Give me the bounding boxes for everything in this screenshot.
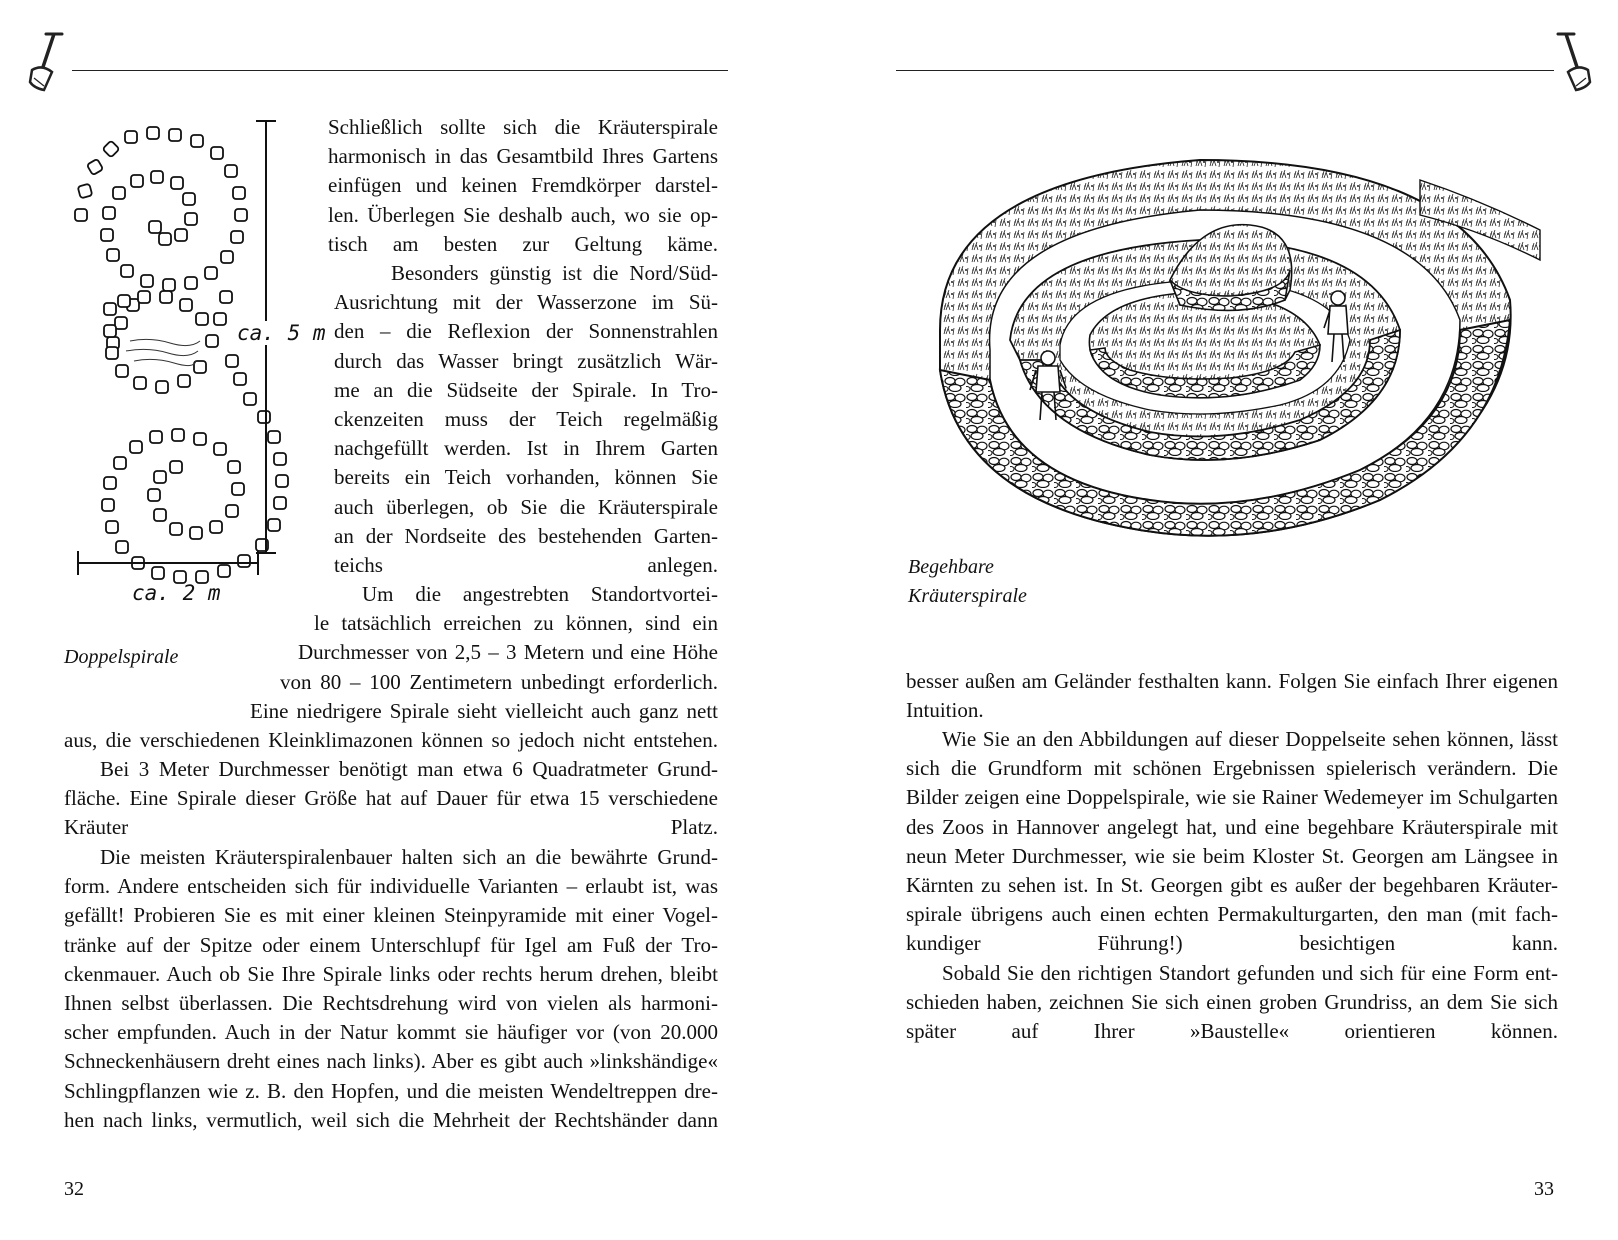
text-line: Kärnten zu sehen ist. In St. Georgen gibt es außer der begehbaren Kräuter- <box>906 872 1558 897</box>
double-spiral-figure <box>60 115 330 610</box>
paragraph-3-right <box>906 959 1558 1047</box>
text-line: hen nach links, vermutlich, weil sich die Mehrheit der Rechtshänder dann <box>64 1107 718 1132</box>
text-line: scher empfunden. Auch in der Natur kommt sie häufiger vor (von 20.000 <box>64 1020 718 1045</box>
text-line: später auf Ihrer »Baustelle« orientieren können. <box>906 1019 1558 1044</box>
text-line: Wie Sie an den Abbildungen auf dieser Doppelseite sehen können, lässt <box>942 727 1558 751</box>
page-number-left: 32 <box>64 1178 84 1200</box>
text-line: Sobald Sie den richtigen Standort gefunden und sich für eine Form ent- <box>942 961 1558 985</box>
text-line: ckenzeiten muss der Teich regelmäßig <box>334 406 718 431</box>
text-line: Besonders günstig ist die Nord/Süd- <box>391 261 718 285</box>
caption-line: Begehbare <box>908 556 994 578</box>
text-line: Ausrichtung mit der Wasserzone im Sü- <box>334 290 718 315</box>
text-line: einfügen und keinen Fremdkörper darstel- <box>328 173 718 198</box>
text-line: sich die Grundform mit schönen Ergebnissen spielerisch verändern. Die <box>906 756 1558 781</box>
caption-line: Kräuterspirale <box>908 585 1027 607</box>
text-line: Bilder zeigen eine Doppelspirale, wie sie Rainer Wedemeyer im Schulgarten <box>906 785 1558 810</box>
text-line: kundiger Führung!) besichtigen kann. <box>906 931 1558 956</box>
dimension-width-label: ca. 2 m <box>132 581 221 605</box>
text-line: besser außen am Geländer festhalten kann. Folgen Sie einfach Ihrer eigenen <box>906 669 1558 693</box>
header-rule-right <box>896 70 1554 71</box>
walkable-spiral-illustration <box>900 120 1560 580</box>
text-line: ckenmauer. Auch ob Sie Ihre Spirale links oder rechts herum drehen, bleibt <box>64 961 718 986</box>
text-line: Schließlich sollte sich die Kräuterspirale <box>328 115 718 139</box>
text-line: neun Meter Durchmesser, wie sie beim Kloster St. Georgen am Längsee in <box>906 843 1558 868</box>
text-line: schieden haben, zeichnen Sie sich einen groben Grundriss, an dem Sie sich <box>906 990 1558 1015</box>
text-line: spirale übrigens auch einen echten Permakulturgarten, den man (mit fach- <box>906 902 1558 927</box>
text-line: Eine niedrigere Spirale sieht vielleicht auch ganz nett <box>250 698 718 723</box>
text-line: Bei 3 Meter Durchmesser benötigt man etwa 6 Quadratmeter Grund- <box>100 757 718 781</box>
text-line: Kräuter Platz. <box>64 815 718 840</box>
text-line: durch das Wasser bringt zusätzlich Wär- <box>334 348 718 373</box>
text-line: Die meisten Kräuterspiralenbauer halten sich an die bewährte Grund- <box>100 845 718 869</box>
text-line: Um die angestrebten Standortvortei- <box>362 582 718 606</box>
text-line: an der Nordseite des bestehenden Garten- <box>334 523 718 548</box>
header-rule-left <box>72 70 728 71</box>
text-line: Ihnen selbst überlassen. Die Rechtsdrehung wird von vielen als harmoni- <box>64 990 718 1015</box>
text-line: fläche. Eine Spirale dieser Größe hat auf Dauer für etwa 15 verschiedene <box>64 786 718 811</box>
paragraph-3-left <box>64 580 718 755</box>
dimension-height-label: ca. 5 m <box>237 321 326 345</box>
page-number-right: 33 <box>1534 1178 1554 1200</box>
text-line: auch überlegen, ob Sie die Kräuterspirale <box>334 494 718 519</box>
text-line: von 80 – 100 Zentimetern unbedingt erforderlich. <box>280 669 718 694</box>
text-line: tisch am besten zur Geltung käme. <box>328 231 718 256</box>
text-line: Schneckenhäusern dreht eines nach links). Aber es gibt auch »linkshändige« <box>64 1049 718 1074</box>
text-line: teichs anlegen. <box>334 552 718 577</box>
text-line: tränke auf der Spitze oder einem Unterschlupf für Igel am Fuß der Tro- <box>64 932 718 957</box>
text-line: harmonisch in das Gesamtbild Ihres Gartens <box>328 144 718 169</box>
text-line: len. Überlegen Sie deshalb auch, wo sie op- <box>328 202 718 227</box>
text-line: nachgefüllt werden. Ist in Ihrem Garten <box>334 436 718 461</box>
text-line: le tatsächlich erreichen zu können, sind ein <box>314 611 718 636</box>
paragraph-2-right <box>906 725 1558 959</box>
text-line: bereits ein Teich vorhanden, können Sie <box>334 465 718 490</box>
paragraph-1-right <box>906 667 1558 725</box>
text-line: Schlingpflanzen wie z. B. den Hopfen, und die meisten Wendeltreppen dre- <box>64 1078 718 1103</box>
text-line: des Zoos in Hannover angelegt hat, und eine begehbare Kräuterspirale mit <box>906 814 1558 839</box>
text-line: form. Andere entscheiden sich für individuelle Varianten – erlaubt ist, was <box>64 874 718 899</box>
text-line: aus, die verschiedenen Kleinklimazonen können so jedoch nicht entstehen. <box>64 727 718 752</box>
paragraph-5-left <box>64 843 718 1135</box>
shovel-icon-right <box>1550 30 1598 94</box>
text-line: me an die Südseite der Spirale. In Tro- <box>334 377 718 402</box>
figure-caption-begehbare <box>908 553 1027 611</box>
text-line: Durchmesser von 2,5 – 3 Metern und eine Höhe <box>298 640 718 665</box>
text-line: Intuition. <box>906 698 984 723</box>
paragraph-2-left <box>334 259 718 580</box>
text-line: den – die Reflexion der Sonnenstrahlen <box>334 319 718 344</box>
text-line: gefällt! Probieren Sie es mit einer kleinen Steinpyramide mit einer Vogel- <box>64 903 718 928</box>
paragraph-1-left <box>328 113 718 259</box>
paragraph-4-left <box>64 755 718 843</box>
figure-caption-doppelspirale: Doppelspirale <box>64 646 179 668</box>
shovel-icon-left <box>22 30 70 94</box>
